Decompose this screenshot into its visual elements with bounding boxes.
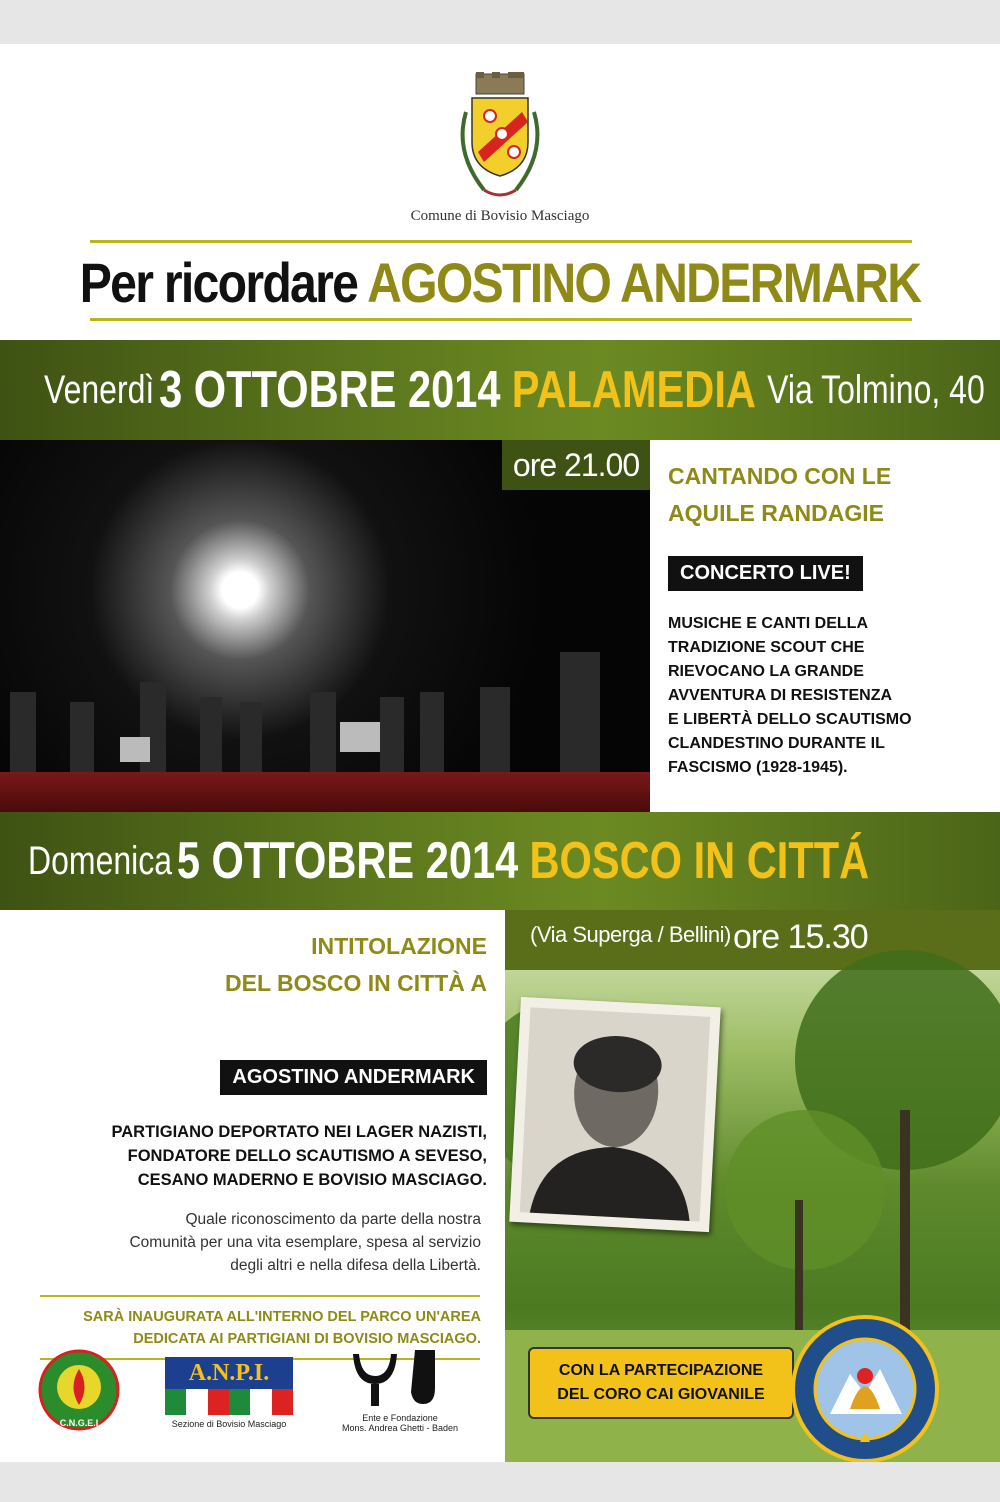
anpi-label: A.N.P.I. <box>165 1357 293 1389</box>
bio-line: FONDATORE DELLO SCAUTISMO A SEVESO, <box>127 1147 487 1165</box>
event1-heading-line2: AQUILE RANDAGIE <box>668 500 884 526</box>
event1-description <box>668 612 912 780</box>
notice-line: SARÀ INAUGURATA ALL'INTERNO DEL PARCO UN'AREA <box>83 1309 481 1325</box>
event1-desc-line: RIEVOCANO LA GRANDE <box>668 663 864 680</box>
coro-cai-badge-icon <box>790 1314 940 1462</box>
event2-venue: BOSCO IN CITTÁ <box>529 832 870 890</box>
event1-desc-line: AVVENTURA DI RESISTENZA <box>668 687 893 704</box>
event1-desc-line: E LIBERTÀ DELLO SCAUTISMO <box>668 711 912 728</box>
event1-venue: PALAMEDIA <box>511 361 756 419</box>
event1-heading-line1: CANTANDO CON LE <box>668 463 892 489</box>
title-prefix: Per ricordare <box>79 251 358 314</box>
concert-live-badge: CONCERTO LIVE! <box>668 556 863 591</box>
choir-participation-box <box>528 1347 794 1419</box>
event1-address: Via Tolmino, 40 <box>767 367 985 412</box>
title-rule-top <box>90 240 912 243</box>
event1-desc-line: MUSICHE E CANTI DELLA <box>668 615 868 632</box>
event2-title <box>225 928 487 1002</box>
ente-logo <box>335 1344 465 1433</box>
event1-time: ore 21.00 <box>502 440 650 490</box>
notice-line: DEDICATA AI PARTIGIANI DI BOVISIO MASCIAGO. <box>133 1331 481 1347</box>
notice-rule-top <box>40 1295 480 1297</box>
choir-line1: CON LA PARTECIPAZIONE <box>558 1362 764 1379</box>
event1-desc-line: FASCISMO (1928-1945). <box>668 759 848 776</box>
choir-line2: DEL CORO CAI GIOVANILE <box>557 1386 765 1403</box>
cngei-label: C.N.G.E.I <box>59 1418 99 1428</box>
event2-heading-line2: DEL BOSCO IN CITTÀ A <box>225 970 487 996</box>
event2-heading <box>28 812 880 910</box>
bio-line: PARTIGIANO DEPORTATO NEI LAGER NAZISTI, <box>111 1123 487 1141</box>
portrait-figure-icon <box>509 997 721 1232</box>
event1-date: 3 OTTOBRE 2014 <box>159 361 501 419</box>
title-rule-bottom <box>90 318 912 321</box>
andermark-portrait <box>509 997 721 1232</box>
page-title <box>70 250 930 315</box>
andermark-name-box: AGOSTINO ANDERMARK <box>220 1060 487 1095</box>
event2-heading-line1: INTITOLAZIONE <box>311 933 487 959</box>
poster <box>0 44 1000 1462</box>
event1-band <box>0 340 1000 440</box>
italian-flag-stripes <box>165 1389 293 1415</box>
bio-line: CESANO MADERNO E BOVISIO MASCIAGO. <box>137 1171 487 1189</box>
event2-date: 5 OTTOBRE 2014 <box>176 832 519 890</box>
title-name: AGOSTINO ANDERMARK <box>367 251 921 314</box>
musicians-silhouettes <box>0 652 650 772</box>
ente-fondazione-icon <box>335 1344 465 1408</box>
ente-caption-1: Ente e Fondazione <box>362 1413 438 1423</box>
anpi-caption: Sezione di Bovisio Masciago <box>171 1419 287 1429</box>
event2-band <box>0 812 1000 910</box>
event1-desc-line: TRADIZIONE SCOUT CHE <box>668 639 865 656</box>
concert-photo <box>0 440 650 812</box>
text-line: Comunità per una vita esemplare, spesa al servizio <box>129 1234 481 1251</box>
event1-desc-line: CLANDESTINO DURANTE IL <box>668 735 885 752</box>
event2-bio <box>111 1120 487 1192</box>
event1-panel <box>650 440 1000 812</box>
event1-heading <box>44 340 985 440</box>
stage-floor <box>0 772 650 812</box>
event1-title <box>668 458 891 532</box>
event2-address: (Via Superga / Bellini) <box>530 922 731 947</box>
event1-day: Venerdì <box>44 367 155 412</box>
text-line: degli altri e nella difesa della Libertà. <box>230 1257 481 1274</box>
cngei-logo <box>38 1349 120 1428</box>
anpi-logo <box>165 1357 293 1429</box>
event2-time: ore 15.30 <box>733 917 868 956</box>
event2-text <box>129 1208 481 1277</box>
municipality-name: Comune di Bovisio Masciago <box>410 208 590 224</box>
event2-day: Domenica <box>28 838 173 883</box>
text-line: Quale riconoscimento da parte della nostra <box>185 1211 481 1228</box>
ente-caption-2: Mons. Andrea Ghetti - Baden <box>341 1423 459 1433</box>
